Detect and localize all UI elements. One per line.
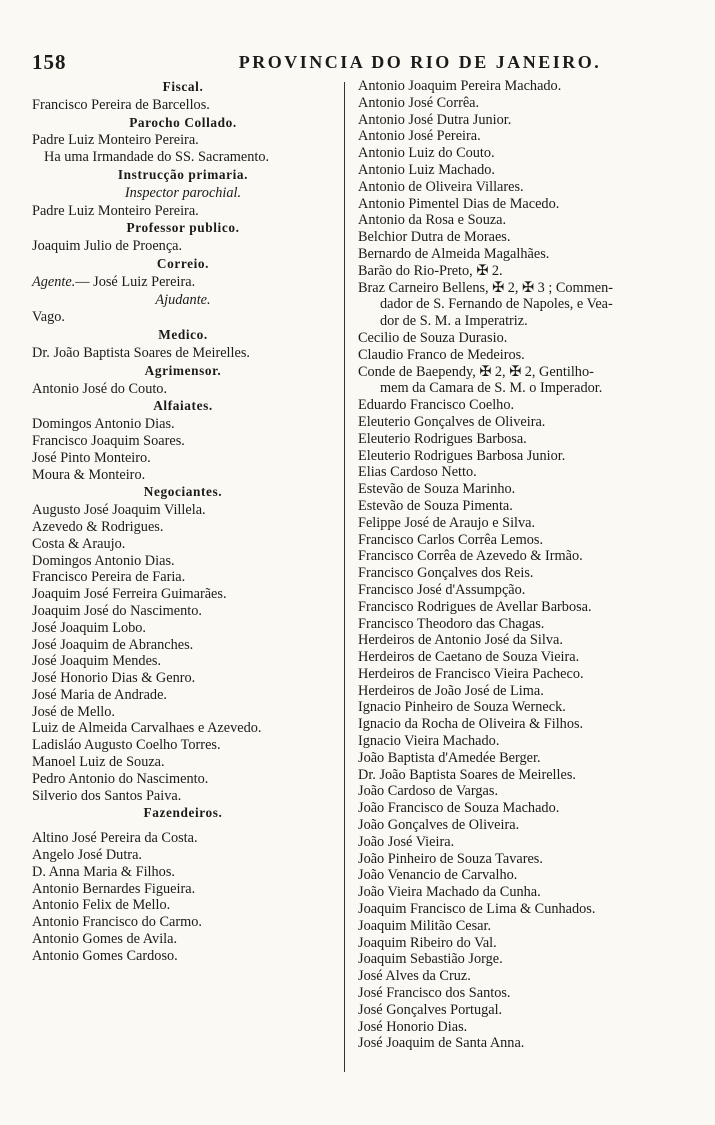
fazendeiro-entry: Eduardo Francisco Coelho. bbox=[358, 397, 515, 414]
fazendeiro-entry: Francisco Carlos Corrêa Lemos. bbox=[358, 531, 544, 548]
alfaiate-entry: Domingos Antonio Dias. bbox=[32, 416, 175, 433]
negociante-entry: Manoel Luiz de Souza. bbox=[32, 754, 165, 771]
agrimensor-heading: Agrimensor. bbox=[144, 362, 222, 378]
negociante-entry: Pedro Antonio do Nascimento. bbox=[32, 770, 209, 787]
negociante-entry: Joaquim José Ferreira Guimarães. bbox=[32, 586, 227, 603]
fazendeiro-entry: Herdeiros de Francisco Vieira Pacheco. bbox=[358, 665, 584, 682]
fazendeiro-entry: Felippe José de Araujo e Silva. bbox=[358, 514, 536, 531]
agente-entry bbox=[32, 274, 334, 291]
fazendeiro-entry: Antonio de Oliveira Villares. bbox=[358, 178, 524, 195]
negociante-entry: Augusto José Joaquim Villela. bbox=[32, 502, 206, 519]
fazendeiro-entry: Altino José Pereira da Costa. bbox=[32, 830, 198, 847]
fazendeiro-entry: Angelo José Dutra. bbox=[32, 847, 142, 864]
negociante-entry: José Maria de Andrade. bbox=[32, 686, 167, 703]
fazendeiro-entry: João Vieira Machado da Cunha. bbox=[358, 884, 541, 901]
fazendeiro-entry: Francisco Corrêa de Azevedo & Irmão. bbox=[358, 548, 583, 565]
fazendeiro-entry: Herdeiros de João José de Lima. bbox=[358, 682, 544, 699]
running-title: PROVINCIA DO RIO DE JANEIRO. bbox=[238, 52, 602, 72]
fazendeiro-entry: Joaquim Militão Cesar. bbox=[358, 917, 492, 934]
fazendeiro-entry: Braz Carneiro Bellens, ✠ 2, ✠ 3 ; Commen- bbox=[358, 279, 614, 296]
fazendeiro-entry: Ignacio da Rocha de Oliveira & Filhos. bbox=[358, 716, 584, 733]
fazendeiro-entry: Francisco Rodrigues de Avellar Barbosa. bbox=[358, 598, 592, 615]
section-gap bbox=[32, 823, 334, 830]
fazendeiro-entry: Francisco José d'Assumpção. bbox=[358, 581, 526, 598]
fazendeiro-entry: Antonio Luiz do Couto. bbox=[358, 145, 495, 162]
fazendeiro-entry: Ignacio Vieira Machado. bbox=[358, 733, 500, 750]
alfaiate-entry: José Pinto Monteiro. bbox=[32, 449, 151, 466]
fazendeiro-entry: Barão do Rio-Preto, ✠ 2. bbox=[358, 262, 503, 279]
fazendeiro-entry: Cecilio de Souza Durasio. bbox=[358, 329, 508, 346]
fazendeiro-entry: José Francisco dos Santos. bbox=[358, 985, 511, 1002]
fazendeiro-entry: Herdeiros de Caetano de Souza Vieira. bbox=[358, 649, 580, 666]
fazendeiro-entry: Antonio José Corrêa. bbox=[358, 94, 480, 111]
fazendeiro-entry: José Joaquim de Santa Anna. bbox=[358, 1035, 525, 1052]
inspector-subheading: Inspector parochial. bbox=[124, 184, 242, 201]
fazendeiro-entry: Belchior Dutra de Moraes. bbox=[358, 229, 511, 246]
fazendeiro-entry: Antonio José Pereira. bbox=[358, 128, 481, 145]
instrucao-heading: Instrucção primaria. bbox=[117, 166, 249, 182]
fazendeiro-entry: João Cardoso de Vargas. bbox=[358, 783, 499, 800]
page-header bbox=[32, 50, 692, 74]
fazendeiro-entry: José Honorio Dias. bbox=[358, 1018, 468, 1035]
fazendeiro-entry: Dr. João Baptista Soares de Meirelles. bbox=[358, 766, 576, 783]
negociante-entry: Ladisláo Augusto Coelho Torres. bbox=[32, 737, 221, 754]
agente-name: — José Luiz Pereira. bbox=[75, 273, 196, 290]
alfaiate-entry: Francisco Joaquim Soares. bbox=[32, 432, 185, 449]
negociante-entry: Azevedo & Rodrigues. bbox=[32, 518, 164, 535]
negociante-entry: Joaquim José do Nascimento. bbox=[32, 602, 202, 619]
fazendeiro-entry: Eleuterio Rodrigues Barbosa Junior. bbox=[358, 447, 566, 464]
fazendeiro-entry: Antonio Gomes de Avila. bbox=[32, 931, 178, 948]
ajudante-entry: Vago. bbox=[32, 309, 65, 326]
parocho-entry: Padre Luiz Monteiro Pereira. bbox=[32, 132, 199, 149]
fazendeiro-entry-continued: mem da Camara de S. M. o Imperador. bbox=[380, 380, 603, 397]
fazendeiro-entry: Antonio José Dutra Junior. bbox=[358, 111, 512, 128]
fazendeiros-heading: Fazendeiros. bbox=[143, 805, 223, 821]
negociantes-heading: Negociantes. bbox=[143, 484, 223, 500]
fazendeiro-entry: Antonio Luiz Machado. bbox=[358, 161, 495, 178]
fazendeiro-entry: Estevão de Souza Marinho. bbox=[358, 481, 516, 498]
fazendeiro-entry: Eleuterio Gonçalves de Oliveira. bbox=[358, 413, 546, 430]
professor-heading: Professor publico. bbox=[126, 220, 240, 236]
medico-heading: Medico. bbox=[158, 327, 208, 343]
parocho-heading: Parocho Collado. bbox=[129, 114, 237, 130]
fazendeiro-entry: João Venancio de Carvalho. bbox=[358, 867, 518, 884]
parocho-note: Ha uma Irmandade do SS. Sacramento. bbox=[44, 149, 270, 166]
fazendeiro-entry: João Gonçalves de Oliveira. bbox=[358, 817, 520, 834]
column-divider bbox=[344, 82, 345, 1072]
fiscal-heading: Fiscal. bbox=[162, 79, 204, 94]
fazendeiro-entry: Antonio Felix de Mello. bbox=[32, 897, 171, 914]
right-column bbox=[356, 78, 688, 1052]
professor-entry: Joaquim Julio de Proença. bbox=[32, 238, 183, 255]
fazendeiro-entry: Elias Cardoso Netto. bbox=[358, 464, 477, 481]
negociante-entry: José Joaquim Mendes. bbox=[32, 653, 162, 670]
fazendeiro-entry: Antonio da Rosa e Souza. bbox=[358, 212, 507, 229]
fazendeiro-entry: Joaquim Sebastião Jorge. bbox=[358, 951, 503, 968]
fazendeiro-entry: Antonio Pimentel Dias de Macedo. bbox=[358, 195, 560, 212]
fazendeiro-entry: João Pinheiro de Souza Tavares. bbox=[358, 850, 543, 867]
fazendeiro-entry: Bernardo de Almeida Magalhães. bbox=[358, 245, 550, 262]
page-number: 158 bbox=[32, 50, 67, 74]
ajudante-subheading: Ajudante. bbox=[155, 291, 211, 308]
negociante-entry: Silverio dos Santos Paiva. bbox=[32, 787, 182, 804]
agrimensor-entry: Antonio José do Couto. bbox=[32, 380, 168, 397]
fazendeiro-entry: Joaquim Ribeiro do Val. bbox=[358, 934, 497, 951]
negociante-entry: Domingos Antonio Dias. bbox=[32, 552, 175, 569]
fazendeiro-entry: Estevão de Souza Pimenta. bbox=[358, 497, 513, 514]
fazendeiro-entry: Joaquim Francisco de Lima & Cunhados. bbox=[358, 901, 596, 918]
negociante-entry: Costa & Araujo. bbox=[32, 535, 126, 552]
alfaiates-heading: Alfaiates. bbox=[153, 398, 213, 414]
fazendeiro-entry: Antonio Gomes Cardoso. bbox=[32, 947, 178, 964]
fazendeiro-entry: Ignacio Pinheiro de Souza Werneck. bbox=[358, 699, 566, 716]
fazendeiro-entry: João Francisco de Souza Machado. bbox=[358, 800, 560, 817]
fazendeiro-entry: Claudio Franco de Medeiros. bbox=[358, 346, 525, 363]
fazendeiro-entry: D. Anna Maria & Filhos. bbox=[32, 863, 175, 880]
fazendeiro-entry: João Baptista d'Amedée Berger. bbox=[358, 749, 541, 766]
fiscal-entry: Francisco Pereira de Barcellos. bbox=[32, 96, 210, 113]
fazendeiro-entry: José Gonçalves Portugal. bbox=[358, 1001, 503, 1018]
fazendeiro-entry: João José Vieira. bbox=[358, 833, 455, 850]
negociante-entry: José Joaquim de Abranches. bbox=[32, 636, 194, 653]
fazendeiro-entry-continued: dador de S. Fernando de Napoles, e Vea- bbox=[380, 296, 613, 313]
medico-entry: Dr. João Baptista Soares de Meirelles. bbox=[32, 344, 250, 361]
fazendeiro-entry: Eleuterio Rodrigues Barbosa. bbox=[358, 430, 527, 447]
left-column bbox=[32, 78, 334, 965]
fazendeiro-entry: Conde de Baependy, ✠ 2, ✠ 2, Gentilho- bbox=[358, 363, 594, 380]
fazendeiro-entry: Antonio Bernardes Figueira. bbox=[32, 880, 196, 897]
agente-label: Agente. bbox=[32, 273, 76, 290]
fazendeiro-entry: Herdeiros de Antonio José da Silva. bbox=[358, 632, 563, 649]
negociante-entry: José Joaquim Lobo. bbox=[32, 619, 146, 636]
fazendeiro-entry: Antonio Francisco do Carmo. bbox=[32, 914, 202, 931]
negociante-entry: José Honorio Dias & Genro. bbox=[32, 670, 196, 687]
fazendeiro-entry: Francisco Gonçalves dos Reis. bbox=[358, 565, 534, 582]
alfaiate-entry: Moura & Monteiro. bbox=[32, 466, 146, 483]
negociante-entry: Francisco Pereira de Faria. bbox=[32, 569, 186, 586]
inspector-entry: Padre Luiz Monteiro Pereira. bbox=[32, 202, 199, 219]
negociante-entry: Luiz de Almeida Carvalhaes e Azevedo. bbox=[32, 720, 262, 737]
negociante-entry: José de Mello. bbox=[32, 703, 115, 720]
fazendeiro-entry: José Alves da Cruz. bbox=[358, 968, 471, 985]
correio-heading: Correio. bbox=[156, 255, 210, 271]
fazendeiro-entry: Francisco Theodoro das Chagas. bbox=[358, 615, 545, 632]
fazendeiro-entry-continued: dor de S. M. a Imperatriz. bbox=[380, 313, 528, 330]
fazendeiro-entry: Antonio Joaquim Pereira Machado. bbox=[358, 78, 562, 94]
